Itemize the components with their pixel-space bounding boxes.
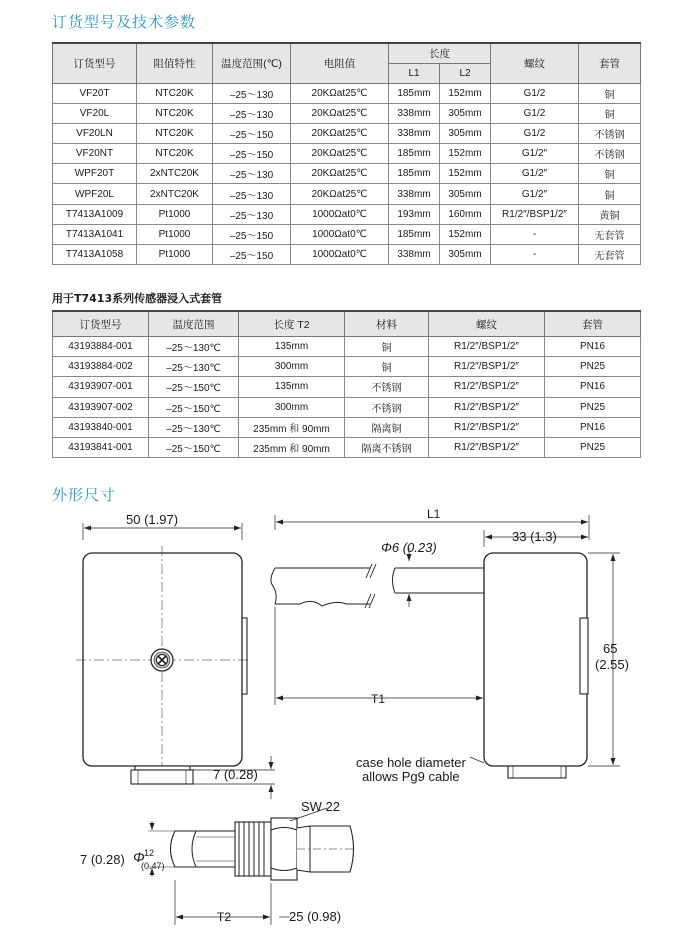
housing-side-view	[271, 515, 620, 778]
cell-resistance-type: Pt1000	[137, 224, 213, 244]
cell-l1: 338mm	[389, 244, 440, 264]
table-row	[53, 104, 641, 124]
cell-temp-range: –25～130	[213, 164, 291, 184]
cell-resistance: 20KΩat25℃	[291, 84, 389, 104]
table-row	[53, 224, 641, 244]
cell-length-t2: 235mm 和 90mm	[239, 437, 345, 457]
cell-thread: G1/2″	[491, 164, 579, 184]
cell-resistance-type: NTC20K	[137, 144, 213, 164]
cell-resistance-type: Pt1000	[137, 204, 213, 224]
section-title-immersion-sleeve: 用于T7413系列传感器浸入式套管	[52, 292, 223, 305]
cell-l1: 193mm	[389, 204, 440, 224]
cell-model: VF20LN	[53, 124, 137, 144]
cell-l2: 305mm	[440, 184, 491, 204]
cell-l2: 305mm	[440, 104, 491, 124]
section-title-order-models: 订货型号及技术参数	[52, 13, 197, 31]
cell-temp-range: –25～130	[213, 84, 291, 104]
cell-thread: G1/2	[491, 124, 579, 144]
table-row	[53, 417, 641, 437]
cell-model: 43193884-002	[53, 357, 149, 377]
cell-model: T7413A1058	[53, 244, 137, 264]
cell-model: WPF20L	[53, 184, 137, 204]
dim-sw22: SW 22	[301, 799, 341, 814]
cell-l1: 338mm	[389, 124, 440, 144]
cell-sleeve: 不锈钢	[579, 124, 641, 144]
cell-sleeve: PN25	[545, 397, 641, 417]
cell-thread: -	[491, 244, 579, 264]
cell-sleeve: 铜	[579, 164, 641, 184]
header-sleeve: 套管	[545, 311, 641, 337]
cell-resistance-type: 2xNTC20K	[137, 184, 213, 204]
cell-resistance: 20KΩat25℃	[291, 144, 389, 164]
cell-thread: R1/2″/BSP1/2″	[491, 204, 579, 224]
header-sleeve: 套管	[579, 43, 641, 84]
table-row	[53, 84, 641, 104]
cell-l2: 152mm	[440, 164, 491, 184]
cell-resistance: 20KΩat25℃	[291, 184, 389, 204]
immersion-sleeve-table	[52, 310, 641, 458]
note-pg9-cable: allows Pg9 cable	[362, 769, 460, 784]
cell-thread: R1/2″/BSP1/2″	[429, 337, 545, 357]
cell-l1: 185mm	[389, 224, 440, 244]
cell-thread: R1/2″/BSP1/2″	[429, 417, 545, 437]
table-row	[53, 397, 641, 417]
table-row	[53, 357, 641, 377]
order-models-table	[52, 42, 641, 265]
cell-sleeve: PN25	[545, 437, 641, 457]
cell-model: 43193884-001	[53, 337, 149, 357]
dim-t2: T2	[217, 910, 232, 924]
header-length-t2: 长度 T2	[239, 311, 345, 337]
cell-model: 43193907-001	[53, 377, 149, 397]
cell-l2: 305mm	[440, 244, 491, 264]
cell-temp-range: –25～150℃	[149, 397, 239, 417]
cell-resistance-type: Pt1000	[137, 244, 213, 264]
cell-sleeve: PN16	[545, 337, 641, 357]
header-l1: L1	[389, 64, 440, 84]
cell-sleeve: 铜	[579, 184, 641, 204]
cell-length-t2: 300mm	[239, 357, 345, 377]
cell-resistance-type: NTC20K	[137, 104, 213, 124]
cell-temp-range: –25～150℃	[149, 437, 239, 457]
header-l2: L2	[440, 64, 491, 84]
cell-thread: G1/2″	[491, 144, 579, 164]
dim-7-sleeve: 7 (0.28)	[80, 852, 125, 867]
dim-t1: T1	[371, 692, 386, 706]
cell-l2: 152mm	[440, 224, 491, 244]
header-resistance-type: 阻值特性	[137, 43, 213, 84]
cell-temp-range: –25～130℃	[149, 357, 239, 377]
table-row	[53, 164, 641, 184]
cell-material: 铜	[345, 337, 429, 357]
header-length: 长度	[389, 43, 491, 64]
cell-thread: R1/2″/BSP1/2″	[429, 437, 545, 457]
cell-model: T7413A1041	[53, 224, 137, 244]
cell-model: WPF20T	[53, 164, 137, 184]
table-row	[53, 244, 641, 264]
dim-phi6: Φ6 (0.23)	[381, 540, 437, 555]
cell-temp-range: –25～130℃	[149, 417, 239, 437]
cell-temp-range: –25～130℃	[149, 337, 239, 357]
cell-length-t2: 235mm 和 90mm	[239, 417, 345, 437]
cell-l1: 338mm	[389, 104, 440, 124]
cell-sleeve: 不锈钢	[579, 144, 641, 164]
cell-length-t2: 135mm	[239, 337, 345, 357]
header-thread: 螺纹	[429, 311, 545, 337]
cell-material: 铜	[345, 357, 429, 377]
cell-temp-range: –25～150℃	[149, 377, 239, 397]
cell-temp-range: –25～130	[213, 204, 291, 224]
cell-model: T7413A1009	[53, 204, 137, 224]
cell-l2: 160mm	[440, 204, 491, 224]
cell-model: VF20NT	[53, 144, 137, 164]
dim-cable-gland: 7 (0.28)	[213, 767, 258, 782]
table-row	[53, 437, 641, 457]
dim-25: 25 (0.98)	[289, 909, 342, 924]
cell-material: 不锈钢	[345, 397, 429, 417]
cell-temp-range: –25～130	[213, 184, 291, 204]
cell-temp-range: –25～150	[213, 244, 291, 264]
cell-l1: 185mm	[389, 144, 440, 164]
cell-temp-range: –25～150	[213, 224, 291, 244]
dim-l1: L1	[427, 507, 441, 521]
note-case-hole: case hole diameter	[356, 755, 466, 770]
cell-thread: G1/2	[491, 84, 579, 104]
cell-l2: 305mm	[440, 124, 491, 144]
table-row	[53, 204, 641, 224]
cell-l2: 152mm	[440, 84, 491, 104]
section-title-dimensions: 外形尺寸	[52, 486, 117, 504]
cell-l1: 185mm	[389, 84, 440, 104]
header-temp-range: 温度范围(℃)	[213, 43, 291, 84]
cell-thread: -	[491, 224, 579, 244]
immersion-sleeve-view	[148, 808, 355, 925]
cover-screw-icon	[151, 649, 173, 671]
cell-thread: R1/2″/BSP1/2″	[429, 377, 545, 397]
cell-resistance: 20KΩat25℃	[291, 164, 389, 184]
table-row	[53, 377, 641, 397]
cell-temp-range: –25～150	[213, 124, 291, 144]
dim-phi12-mm: 12	[144, 848, 155, 858]
cell-material: 隔离铜	[345, 417, 429, 437]
cell-sleeve: 铜	[579, 84, 641, 104]
dim-phi12-inch: (0.47)	[141, 861, 165, 871]
cell-resistance-type: 2xNTC20K	[137, 164, 213, 184]
cell-resistance: 1000Ωat0℃	[291, 204, 389, 224]
cell-thread: G1/2	[491, 104, 579, 124]
dim-width: 50 (1.97)	[126, 512, 179, 527]
cell-temp-range: –25～130	[213, 104, 291, 124]
dim-phi12-symbol: Φ	[133, 849, 145, 865]
cell-sleeve: 无套管	[579, 244, 641, 264]
cell-length-t2: 135mm	[239, 377, 345, 397]
cell-model: 43193841-001	[53, 437, 149, 457]
header-material: 材料	[345, 311, 429, 337]
cell-material: 不锈钢	[345, 377, 429, 397]
cell-model: 43193840-001	[53, 417, 149, 437]
cell-resistance-type: NTC20K	[137, 124, 213, 144]
cell-l2: 152mm	[440, 144, 491, 164]
header-model: 订货型号	[53, 311, 149, 337]
header-temp-range: 温度范围	[149, 311, 239, 337]
header-model: 订货型号	[53, 43, 137, 84]
cell-resistance: 1000Ωat0℃	[291, 224, 389, 244]
cell-l1: 185mm	[389, 164, 440, 184]
cell-sleeve: 无套管	[579, 224, 641, 244]
cell-temp-range: –25～150	[213, 144, 291, 164]
table-row	[53, 337, 641, 357]
header-thread: 螺纹	[491, 43, 579, 84]
dim-65: 65	[603, 641, 618, 656]
cell-thread: R1/2″/BSP1/2″	[429, 357, 545, 377]
table-row	[53, 184, 641, 204]
dim-65-inch: (2.55)	[595, 657, 629, 672]
header-resistance: 电阻值	[291, 43, 389, 84]
cell-material: 隔离不锈钢	[345, 437, 429, 457]
housing-front-view	[76, 523, 275, 799]
cell-model: 43193907-002	[53, 397, 149, 417]
cell-sleeve: 黄铜	[579, 204, 641, 224]
dim-33: 33 (1.3)	[512, 529, 557, 544]
cell-model: VF20T	[53, 84, 137, 104]
cell-thread: G1/2″	[491, 184, 579, 204]
table-row	[53, 124, 641, 144]
cell-sleeve: PN25	[545, 357, 641, 377]
cell-l1: 338mm	[389, 184, 440, 204]
cell-sleeve: 铜	[579, 104, 641, 124]
table-row	[53, 144, 641, 164]
cell-resistance: 1000Ωat0℃	[291, 244, 389, 264]
cell-resistance-type: NTC20K	[137, 84, 213, 104]
dimension-drawing	[0, 500, 700, 943]
cell-sleeve: PN16	[545, 417, 641, 437]
cell-thread: R1/2″/BSP1/2″	[429, 397, 545, 417]
cell-resistance: 20KΩat25℃	[291, 124, 389, 144]
cell-model: VF20L	[53, 104, 137, 124]
cell-sleeve: PN16	[545, 377, 641, 397]
cell-length-t2: 300mm	[239, 397, 345, 417]
cell-resistance: 20KΩat25℃	[291, 104, 389, 124]
